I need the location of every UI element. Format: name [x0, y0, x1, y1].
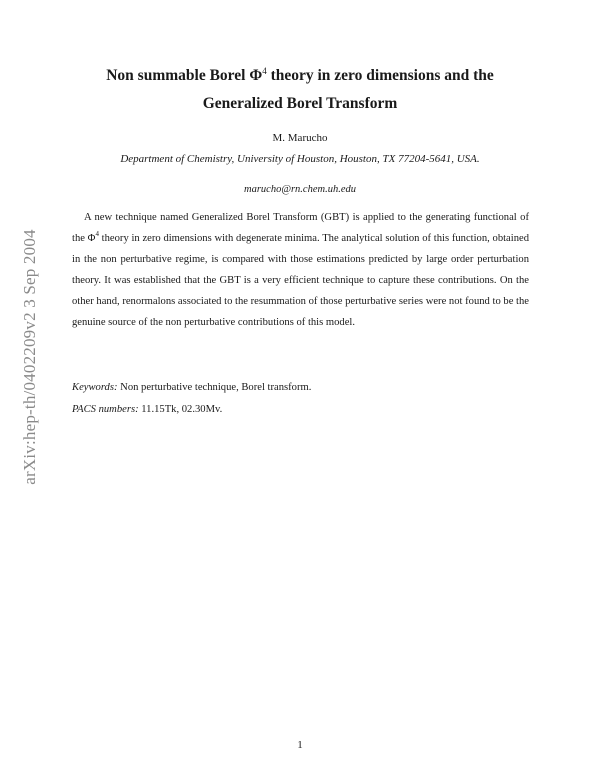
pacs-label: PACS numbers:: [72, 404, 139, 415]
paper-title-line-1: [60, 66, 540, 85]
abstract-phi-exponent: 4: [95, 229, 99, 238]
keywords-label: Keywords:: [72, 382, 118, 393]
abstract: [72, 208, 529, 333]
pacs-line: [72, 404, 222, 415]
abstract-text-part-1: A new technique named Generalized Borel Transform (GBT) is applied to the generating functional of the Φ: [72, 212, 529, 244]
keywords-line: [72, 382, 311, 393]
arxiv-identifier-stamp: arXiv:hep-th/0402209v2 3 Sep 2004: [20, 229, 39, 485]
title-text-after: theory in zero dimensions and the: [266, 67, 494, 84]
page-number: 1: [297, 739, 303, 751]
abstract-text-part-2: theory in zero dimensions with degenerate minima. The analytical solution of this function, obtained in the non perturbative regime, is compared with those estimations predicted by large order perturbation theory. It was established that the GBT is a very efficient technique to capture these contributions. On the other hand, renormalons associated to the resummation of those perturbative series were not found to be the genuine source of the non perturbative contributions of this model.: [72, 232, 529, 328]
phi-symbol: Φ: [249, 67, 263, 84]
phi-exponent: 4: [262, 66, 267, 76]
keywords-value: Non perturbative technique, Borel transform.: [117, 382, 312, 393]
author-name: M. Marucho: [272, 132, 328, 144]
paper-title-line-2: Generalized Borel Transform: [202, 95, 398, 112]
pacs-value: 11.15Tk, 02.30Mv.: [138, 404, 223, 415]
author-email: marucho@rn.chem.uh.edu: [243, 184, 356, 195]
author-affiliation: Department of Chemistry, University of Houston, Houston, TX 77204-5641, USA.: [120, 153, 480, 165]
title-text-before: Non summable Borel: [106, 67, 250, 84]
